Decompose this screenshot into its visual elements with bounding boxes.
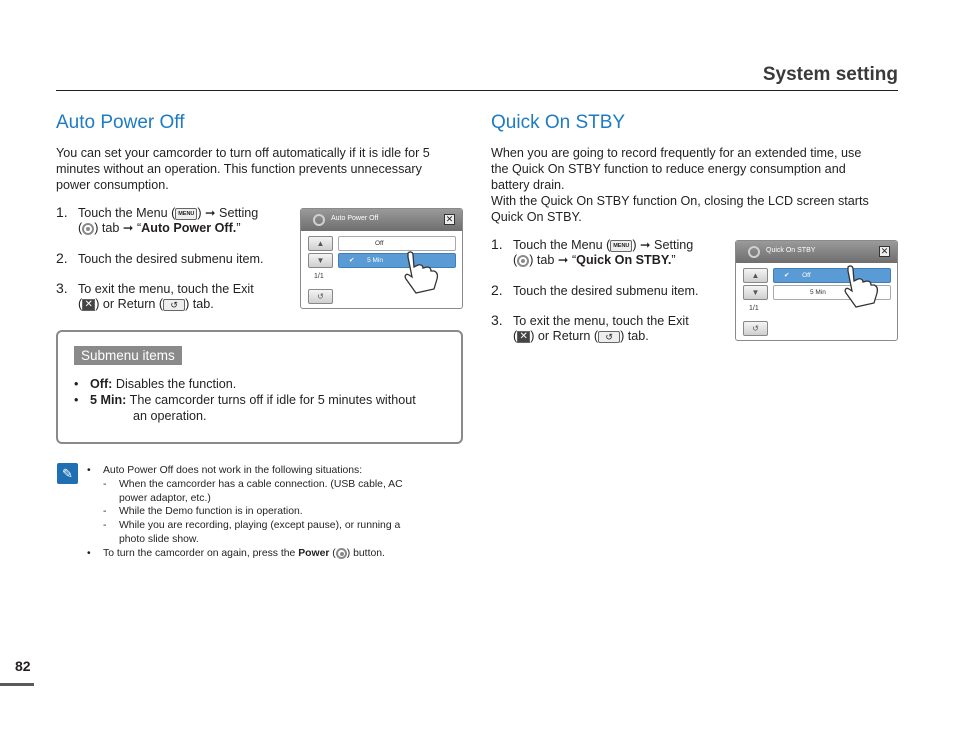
intro-line: Quick On STBY.	[491, 210, 582, 224]
step-text: ) tab.	[185, 297, 214, 311]
gear-icon	[313, 214, 325, 226]
auto-power-off-intro	[56, 145, 466, 193]
step-text: (	[513, 329, 518, 343]
step-text: ) ➞ Setting	[632, 238, 694, 252]
return-button[interactable]: ↺	[743, 321, 768, 336]
screen-title: Auto Power Off	[331, 215, 379, 222]
page-section-title: System setting	[762, 64, 898, 85]
note-text: To turn the camcorder on again, press the	[103, 548, 296, 559]
note-item	[87, 464, 467, 478]
touch-hand-icon	[394, 249, 442, 295]
touch-hand-icon	[834, 263, 882, 309]
option-label: 5 Min	[810, 289, 826, 296]
bullet-dot: •	[74, 377, 79, 391]
step-number: 1.	[56, 204, 68, 220]
step-text: (	[78, 297, 83, 311]
submenu-item-off	[74, 376, 454, 392]
step-text: To exit the menu, touch the Exit	[78, 282, 254, 296]
quick-on-stby-heading: Quick On STBY	[491, 112, 626, 133]
option-label: 5 Min	[367, 257, 384, 264]
intro-line: With the Quick On STBY function On, closing the LCD screen starts	[491, 194, 869, 208]
check-icon: ✔	[349, 257, 355, 264]
return-icon: ↺	[163, 299, 185, 311]
scroll-up-button[interactable]: ▲	[308, 236, 333, 251]
return-icon: ↺	[598, 331, 620, 343]
menu-icon: MENU	[610, 240, 632, 252]
note-subitem	[103, 478, 453, 506]
exit-icon: ✕	[82, 299, 95, 311]
note-text: While the Demo function is in operation.	[119, 506, 303, 517]
auto-power-off-screen	[300, 208, 463, 309]
option-label: Off	[375, 240, 384, 247]
bullet-dot: •	[87, 465, 91, 476]
step-number: 2.	[491, 282, 503, 298]
note-item: • To turn the camcorder on again, press the Power ( ) button.	[87, 548, 385, 559]
power-icon	[336, 548, 347, 559]
screen-header	[301, 209, 462, 231]
step-text: ) or Return (	[95, 297, 164, 311]
close-icon[interactable]: ✕	[445, 214, 454, 224]
step-1	[56, 206, 281, 240]
menu-icon: MENU	[175, 208, 197, 220]
step-text: To exit the menu, touch the Exit	[513, 314, 689, 328]
step-text: Touch the Menu (	[78, 206, 176, 220]
quick-on-stby-screen	[735, 240, 898, 341]
step-text: Touch the desired submenu item.	[78, 252, 264, 266]
page-indicator: 1/1	[749, 305, 759, 312]
step-3	[491, 314, 716, 346]
close-icon[interactable]: ✕	[880, 246, 889, 256]
submenu-items-label: Submenu items	[74, 346, 182, 365]
bullet-dot: •	[74, 393, 79, 407]
screen-header	[736, 241, 897, 263]
return-button[interactable]: ↺	[308, 289, 333, 304]
auto-power-off-heading: Auto Power Off	[56, 112, 185, 133]
menu-path-bold: Auto Power Off.	[141, 221, 237, 235]
submenu-item-5-min	[74, 392, 454, 424]
gear-icon	[517, 255, 529, 267]
step-text: ) tab.	[620, 329, 649, 343]
note-subitem	[103, 519, 453, 547]
page-number: 82	[15, 658, 31, 674]
submenu-term: 5 Min:	[90, 393, 127, 407]
step-text: ”	[236, 221, 241, 235]
intro-line: minutes without an operation. This function prevents unnecessary	[56, 162, 422, 176]
intro-line: battery drain.	[491, 178, 565, 192]
page-number-underline	[0, 683, 34, 686]
step-number: 3.	[56, 280, 68, 296]
step-1	[491, 238, 716, 272]
quick-on-stby-intro	[491, 145, 901, 225]
page-indicator: 1/1	[314, 273, 324, 280]
step-number: 3.	[491, 312, 503, 328]
menu-path-bold: Quick On STBY.	[576, 253, 672, 267]
step-number: 1.	[491, 236, 503, 252]
note-subitem	[103, 505, 453, 519]
note-icon: ✎	[57, 463, 78, 484]
gear-icon	[82, 223, 94, 235]
intro-line: power consumption.	[56, 178, 169, 192]
screen-title: Quick On STBY	[766, 247, 816, 254]
note-text: power adaptor, etc.)	[119, 493, 211, 504]
submenu-desc: The camcorder turns off if idle for 5 minutes without	[129, 393, 416, 407]
dash: -	[103, 520, 107, 531]
intro-line: You can set your camcorder to turn off automatically if it is idle for 5	[56, 146, 430, 160]
option-label: Off	[802, 272, 811, 279]
step-2	[56, 252, 281, 268]
submenu-term: Off:	[90, 377, 113, 391]
step-text: ) tab ➞ “	[529, 253, 577, 267]
scroll-up-button[interactable]: ▲	[743, 268, 768, 283]
step-number: 2.	[56, 250, 68, 266]
submenu-desc: Disables the function.	[115, 377, 237, 391]
step-text: (	[513, 253, 518, 267]
scroll-down-button[interactable]: ▼	[308, 253, 333, 268]
bullet-dot: •	[87, 548, 91, 559]
power-label: Power	[298, 548, 330, 559]
check-icon: ✔	[784, 272, 790, 279]
step-text: ) ➞ Setting	[197, 206, 259, 220]
note-text: ) button.	[346, 548, 385, 559]
step-text: ”	[671, 253, 676, 267]
intro-line: the Quick On STBY function to reduce energy consumption and	[491, 162, 846, 176]
header-divider	[56, 90, 898, 91]
step-text: ) tab ➞ “	[94, 221, 142, 235]
note-text: While you are recording, playing (except pause), or running a	[119, 520, 401, 531]
submenu-desc: an operation.	[133, 409, 207, 423]
step-text: ) or Return (	[530, 329, 599, 343]
step-text: Touch the desired submenu item.	[513, 284, 699, 298]
intro-line: When you are going to record frequently for an extended time, use	[491, 146, 862, 160]
exit-icon: ✕	[517, 331, 530, 343]
step-text: (	[78, 221, 83, 235]
note-text: When the camcorder has a cable connection. (USB cable, AC	[119, 479, 403, 490]
step-text: Touch the Menu (	[513, 238, 611, 252]
step-3	[56, 282, 281, 314]
scroll-down-button[interactable]: ▼	[743, 285, 768, 300]
dash: -	[103, 479, 107, 490]
gear-icon	[748, 246, 760, 258]
dash: -	[103, 506, 107, 517]
note-text: photo slide show.	[119, 534, 199, 545]
note-text: Auto Power Off does not work in the following situations:	[103, 465, 363, 476]
step-2	[491, 284, 716, 300]
